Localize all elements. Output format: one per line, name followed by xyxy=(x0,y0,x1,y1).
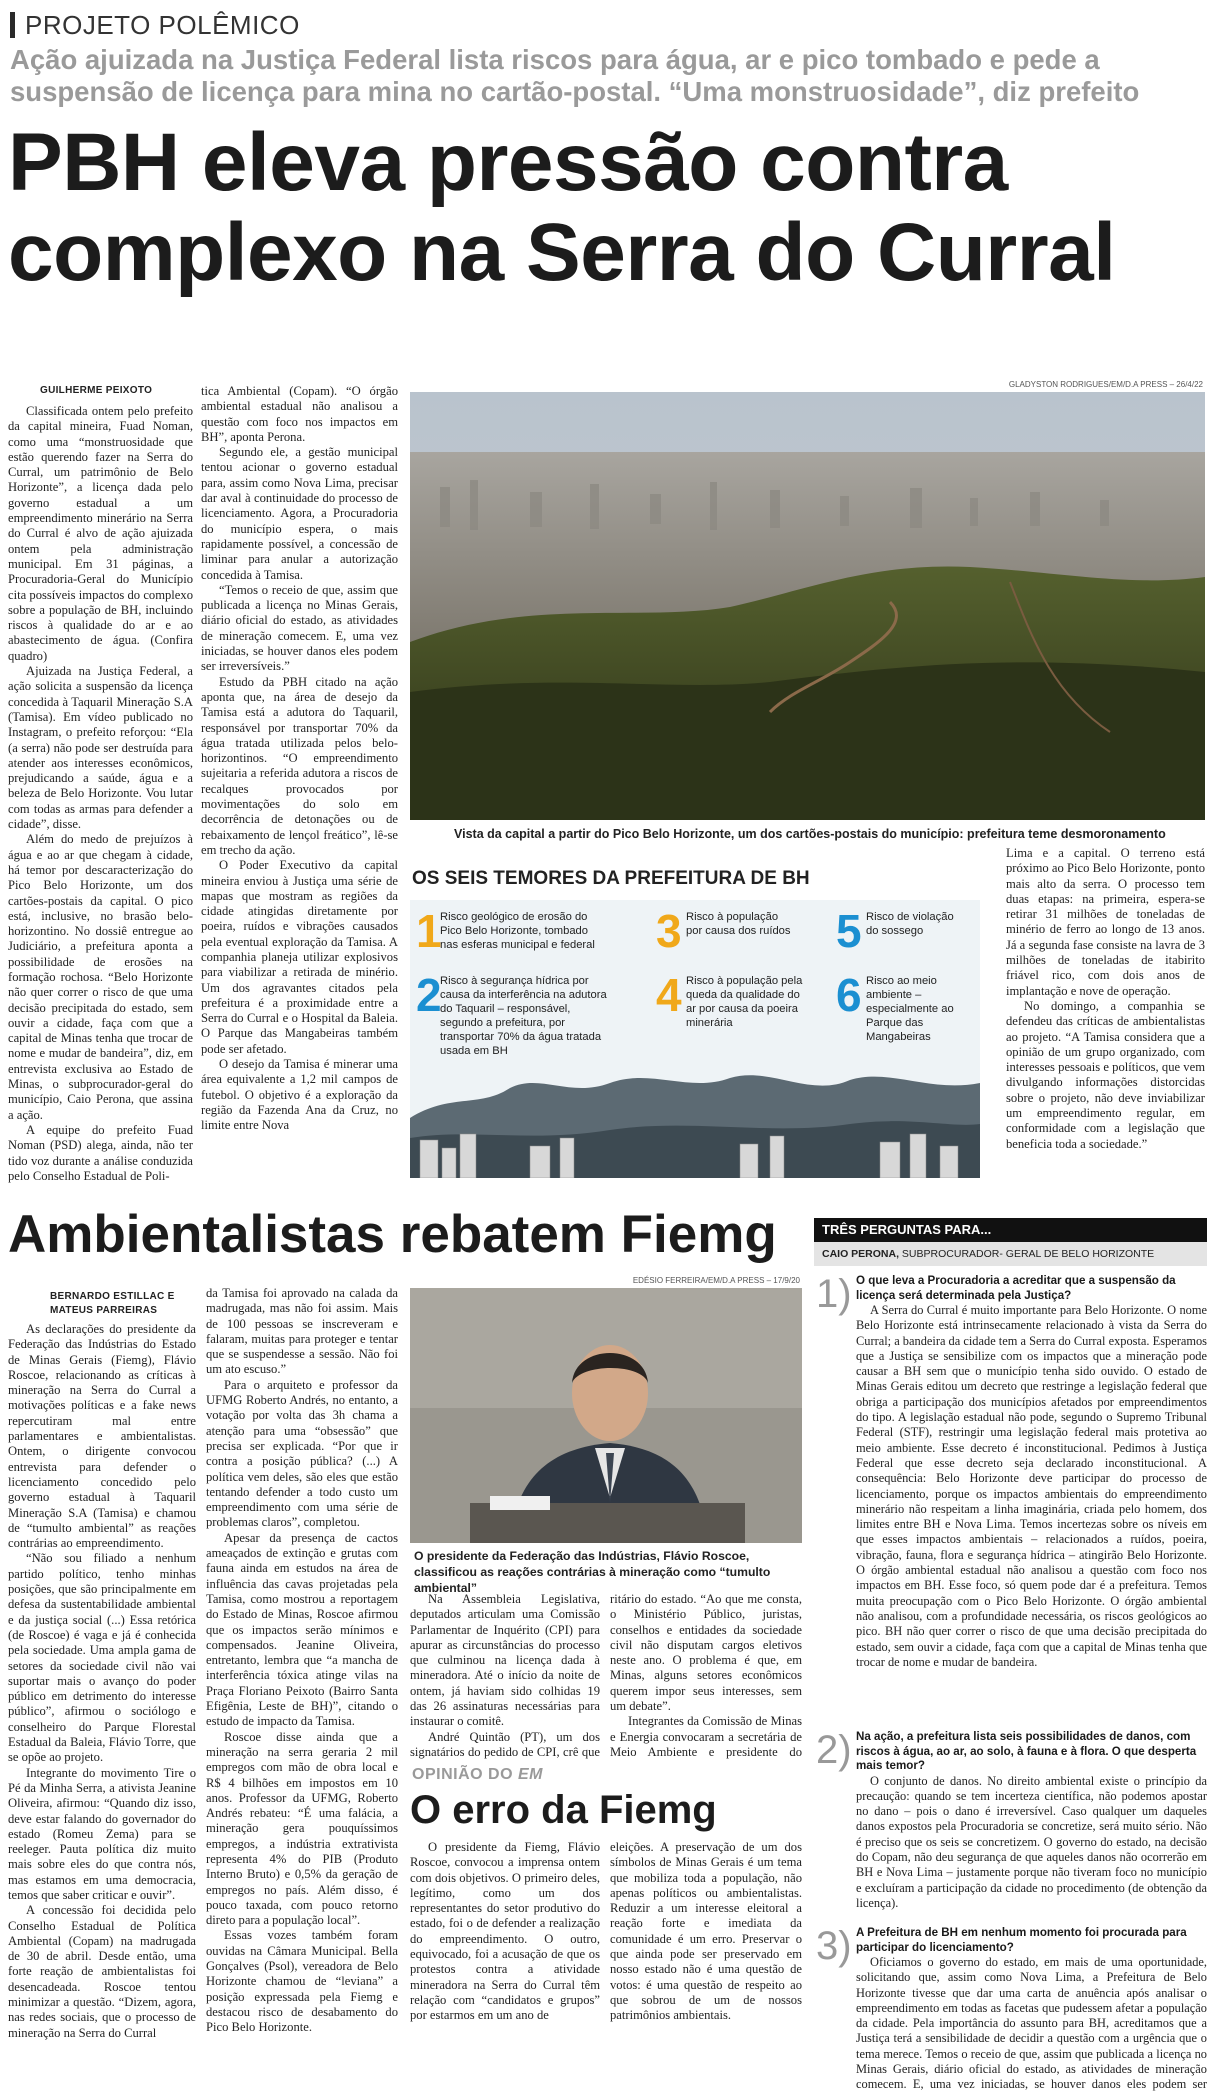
paragraph: ritário do estado. “Ao que me consta, o Ministério Público, juristas, conselhos e entidades da sociedade civil não disputam cargos eletivos neste ano. O problema é que, em Minas, alguns setores econômicos querem impor seus interesses, sem um debate”. xyxy=(610,1592,802,1714)
paragraph: A equipe do prefeito Fuad Noman (PSD) alega, ainda, não ter tido voz durante a análise conduzida pelo Conselho Estadual de Poli- xyxy=(8,1122,193,1183)
byline-line: MATEUS PARREIRAS xyxy=(50,1305,158,1316)
qa-answer: O conjunto de danos. No direito ambiental existe o princípio da precaução: quando se tem incerteza científica, não podemos apostar no dano – pois o dano é irreversível. Caso qualquer um daqueles danos expostos pela Procuradoria se concretize, será muito sério. Não é preciso que os seis se concretizem. O governo do estado, na decisão do Copam, não deu segurança de que aqueles danos não ocorrerão em BH e Nova Lima – justamente porque não tiveram foco no município e excluíram a participação da cidade no procedimento (de obtenção da licença). xyxy=(856,1773,1207,1910)
second-photo-caption: O presidente da Federação das Indústrias, Flávio Roscoe, classificou as reações contrárias à mineração como “tumulto ambiental” xyxy=(414,1549,771,1595)
qa-header-text: TRÊS PERGUNTAS PARA... xyxy=(822,1222,992,1237)
paragraph: “Temos o receio de que, assim que publicada a licença no Minas Gerais, diário oficial do estado, as atividades de mineração comecem. E, uma vez iniciadas, se houver danos eles podem ser irreversíveis.” xyxy=(201,582,398,674)
main-col-1 xyxy=(8,404,193,1188)
paragraph: Roscoe disse ainda que a mineração na serra geraria 2 mil empregos com mão de obra local e R$ 4 bilhões em impostos em 10 anos. Professor da UFMG, Roberto Andrés rebateu: “É uma falácia, a mineração gera pouquíssimos empregos, a indústria extrativista representa 4% do PIB (Produto Interno Bruto) e 0,5% da geração de empregos no país. Além disso, é pouco taxada, com pouco retorno direto para a população local”. xyxy=(206,1729,398,1928)
paragraph: Integrante do movimento Tire o Pé da Minha Serra, a ativista Jeanine Oliveira, afirmou: “Quando diz isso, deve estar falando do governador do estado (Romeu Zema) para se reeleger. Pauta política diz muito mais sobre eles do que contra nós, mas estamos em uma democracia, temos que saber criticar e ouvir”. xyxy=(8,1765,196,1902)
portrait-image xyxy=(410,1288,802,1543)
fear-text: Risco à população por causa dos ruídos xyxy=(686,911,791,937)
main-photo-credit: GLADYSTON RODRIGUES/EM/D.A PRESS – 26/4/22 xyxy=(1008,380,1203,389)
fear-number: 5 xyxy=(836,905,862,957)
qa-question: O que leva a Procuradoria a acreditar que a suspensão da licença será determinada pela Justiça? xyxy=(856,1274,1176,1302)
paragraph: O desejo da Tamisa é minerar uma área equivalente a 1,2 mil campos de futebol. O objetivo é a exploração da região da Fazenda Ana da Cruz, no limite entre Nova xyxy=(201,1057,398,1133)
second-col-4 xyxy=(610,1592,802,1760)
qa-body xyxy=(856,1730,1207,1911)
paragraph: O presidente da Fiemg, Flávio Roscoe, convocou a imprensa ontem com dois objetivos. O primeiro deles, legítimo, como um dos representantes do setor produtivo do estado, foi o de defender a realização do empreendimento. O outro, equivocado, foi a acusação de que os protestos contra a atividade mineradora na Serra do Curral têm relação com “candidatos e grupos” por estarmos em um ano de xyxy=(410,1840,600,2023)
fear-number: 4 xyxy=(656,969,682,1021)
paragraph: Além do medo de prejuízos à água e ao ar que chegam à cidade, há temor por descaracterização do Pico Belo Horizonte, um dos cartões-postais da capital. O pico está, inclusive, no brasão belo-horizontino. No dossiê entregue ao Judiciário, a prefeitura aponta a possibilidade de erosões na formação rochosa. “Belo Horizonte não quer correr o risco de que uma decisão precipitada do estado, sem ouvir a cidade, faça com que a capital de Minas tenha que trocar de nome e mudar de bandeira”, diz, em entrevista exclusiva ao Estado de Minas, o subprocurador-geral do município, Caio Perona, que assina a ação. xyxy=(8,832,193,1122)
qa-number: 3) xyxy=(816,1924,852,1968)
second-col-1 xyxy=(8,1322,196,2088)
paragraph: tica Ambiental (Copam). “O órgão ambiental estadual não analisou a questão com foco nos impactos em BH”, aponta Perona. xyxy=(201,384,398,444)
main-byline: GUILHERME PEIXOTO xyxy=(40,385,153,396)
qa-header xyxy=(814,1218,1207,1242)
section-kicker xyxy=(10,8,300,42)
opinion-label-prefix: OPINIÃO DO xyxy=(412,1766,518,1783)
paragraph: Apesar da presença de cactos ameaçados de extinção e grutas com fauna ainda em estudos na área de influência das cavas projetadas pela Tamisa, como mostrou a reportagem do Estado de Minas, Roscoe afirmou que os impactos serão mínimos e compensados. Jeanine Oliveira, entretanto, lembra que “a mancha de interferência tóxica atinge vilas na Praça Floriano Peixoto (Bairro Santa Efigênia, Leste de BH)”, citando o estudo de impacto da Tamisa. xyxy=(206,1530,398,1729)
fear-text: Risco de violação do sossego xyxy=(866,911,954,937)
fear-number: 6 xyxy=(836,969,862,1021)
qa-question: A Prefeitura de BH em nenhum momento foi procurada para participar do licenciamento? xyxy=(856,1926,1187,1954)
headline: PBH eleva pressão contra complexo na Serra do Curral xyxy=(8,117,1116,298)
qa-number: 2) xyxy=(816,1728,852,1772)
fear-number: 2 xyxy=(416,969,442,1021)
fears-title: OS SEIS TEMORES DA PREFEITURA DE BH xyxy=(412,868,810,889)
kicker-bar xyxy=(10,12,15,38)
second-photo-credit: EDÉSIO FERREIRA/EM/D.A PRESS – 17/9/20 xyxy=(632,1276,800,1285)
paragraph: A concessão foi decidida pelo Conselho Estadual de Política Ambiental (Copam) na madrugada de 30 de abril. Desde então, uma forte reação de ambientalistas foi desencadeada. Roscoe tentou minimizar a questão. “Dizem, agora, nas redes sociais, que o processo de mineração na Serra do Curral xyxy=(8,1903,196,2040)
roscoe-photo xyxy=(410,1288,802,1543)
qa-answer: A Serra do Curral é muito importante para Belo Horizonte. O nome Belo Horizonte está intrinsecamente relacionado à vista da Serra do Curral; a bandeira da cidade tem a Serra do Curral exposta. Esperamos que a Justiça se sensibilize com os impactos que a mineração pode causar a BH sem que o município tenha sido ouvido. O estado de Minas Gerais editou um decreto que restringe a legislação federal que obriga a participação dos municípios afetados por empreendimentos do tipo. A legislação estadual não pode, segundo o Supremo Tribunal Federal (STF), restringir uma legislação federal mais protetiva ao meio ambiente. Esse decreto é inconstitucional. Pedimos à Justiça Federal que esse decreto seja declarado inconstitucional. A consequência: Belo Horizonte deve participar do processo de licenciamento, porque os impactos ambientais do empreendimento minerário não respeitam a linha imaginária, criada pelo homem, dos limites entre BH e Nova Lima. Temos incertezas sobre os níveis em que esses impactos ambientais – relacionados a ruídos, poeira, vibração, fauna, flora e segurança hídrica – atingirão Belo Horizonte. O órgão ambiental estadual não analisou a questão com foco nos impactos em BH. Esse foco, só quem pode dar é a prefeitura. Temos muita preocupação com o Pico Belo Horizonte. O órgão ambiental não analisou, com a profundidade necessária, os riscos geológicos ao pico. BH não quer correr o risco de que uma decisão precipitada do estado, sem ouvir a cidade, faça com que a capital de Minas tenha que trocar de nome e mudar de bandeira. xyxy=(856,1303,1207,1669)
qa-number: 1) xyxy=(816,1272,852,1316)
paragraph: André Quintão (PT), um dos signatários do pedido de CPI, crê que xyxy=(410,1729,600,1759)
fear-text: Risco à segurança hídrica por causa da interferência na adutora do Taquaril – responsável, segundo a prefeitura, por transportar 70% da água tratada usada em BH xyxy=(440,975,607,1057)
paragraph: Classificada ontem pelo prefeito da capital mineira, Fuad Noman, como uma “monstruosidade que estão querendo fazer na Serra do Curral, um patrimônio de Belo Horizonte”, a licença dada pelo governo estadual a um empreendimento minerário na Serra do Curral é alvo de ação ajuizada ontem pela administração municipal. Em 31 páginas, a Procuradoria-Geral do Município cita possíveis impactos do complexo sobre a população de BH, incluindo riscos à qualidade do ar e ao abastecimento de água. (Confira quadro) xyxy=(8,404,193,663)
paragraph: “Não sou filiado a nenhum partido político, tenho minhas posições, que são principalmente em defesa da sustentabilidade ambiental e da justiça social (...) Essa retórica (de Roscoe) é vaga e já é conhecida pela sociedade. Uma ampla gama de setores da sociedade civil não vai suportar mais o avanço do poder público em detrimento do interesse público”, afirmou o sociólogo e conselheiro do Parque Florestal Estadual da Baleia, Flávio Torre, que se opõe ao projeto. xyxy=(8,1551,196,1765)
opinion-col-1 xyxy=(410,1840,600,2088)
opinion-label-em: EM xyxy=(517,1766,543,1783)
kicker-text: PROJETO POLÊMICO xyxy=(25,9,300,40)
paragraph: Lima e a capital. O terreno está próximo ao Pico Belo Horizonte, ponto mais alto da serra. O processo tem duas etapas: na primeira, espera-se retirar 31 milhões de toneladas de minério de ferro ao longo de 13 anos. Já a segunda fase consiste na lavra de 3 milhões de toneladas de itabirito friável rico, com dois anos de implantação e nove de operação. xyxy=(1006,846,1205,998)
paragraph: No domingo, a companhia se defendeu das críticas de ambientalistas ao projeto. “A Tamisa considera que a opinião de um grupo organizado, com interesses pessoais e políticos, que vem divulgando informações distorcidas sobre o projeto, não deve inviabilizar um empreendimento regular, em conformidade com a legislação que beneficia toda a sociedade.” xyxy=(1006,998,1205,1151)
qa-role: SUBPROCURADOR- GERAL DE BELO HORIZONTE xyxy=(899,1248,1155,1260)
qa-body xyxy=(856,1926,1207,2093)
opinion-col-2 xyxy=(610,1840,802,2088)
qa-answer: Oficiamos o governo do estado, em mais de uma oportunidade, solicitando que, assim como Nova Lima, a Prefeitura de Belo Horizonte tivesse que dar uma carta de anuência após analisar o empreendimento em todas as facetas que pudessem afetar a população da cidade. Pela importância do assunto para BH, acreditamos que a Justiça terá a sensibilidade de decidir a questão com a urgência que o tema merece. Temos o receio de que, assim que publicada a licença no Minas Gerais, diário oficial do estado, as atividades de mineração comecem. E, uma vez iniciadas, se houver danos eles podem ser xyxy=(856,1955,1207,2092)
paragraph: Na Assembleia Legislativa, deputados articulam uma Comissão Parlamentar de Inquérito (CPI) para apurar as circunstâncias do processo que culminou na licença dada à mineradora. Até o início da noite de ontem, já haviam sido colhidas 19 das 26 assinaturas necessárias para instaurar o comitê. xyxy=(410,1592,600,1729)
paragraph: eleições. A preservação de um dos símbolos de Minas Gerais é um tema que mobiliza toda a população, não apenas políticos ou ambientalistas. Reduzir a um interesse eleitoral a reação forte e imediata da comunidade é um erro. Preservar o que ainda pode ser preservado em nosso estado não é uma questão de votos: é uma questão de respeito ao que sobrou de um de nossos patrimônios ambientais. xyxy=(610,1840,802,2023)
main-photo xyxy=(410,392,1205,820)
fear-text: Risco à população pela queda da qualidade do ar por causa da poeira minerária xyxy=(686,975,803,1029)
paragraph: As declarações do presidente da Federação das Indústrias do Estado de Minas Gerais (Fiemg), Flávio Roscoe, relacionando as críticas à mineração na Serra do Curral a motivações políticas e a fake news repercutiram mal entre parlamentares e ambientalistas. Ontem, o dirigente convocou entrevista para defender o licenciamento concedido pelo governo estadual à Taquaril Mineração S.A (Tamisa) e chamou de “tumulto ambiental” as reações contrárias ao empreendimento. xyxy=(8,1322,196,1551)
paragraph: Estudo da PBH citado na ação aponta que, na área de desejo da Tamisa está a adutora do Taquaril, responsável por transportar 70% da água tratada utilizada pelos belo-horizontinos. “O empreendimento sujeitaria a referida adutora a riscos de recalques provocados por movimentações do solo em decorrência de detonações ou de rebaixamento de lençol freático”, lê-se em trecho da ação. xyxy=(201,674,398,857)
fear-number: 1 xyxy=(416,905,442,957)
paragraph: Para o arquiteto e professor da UFMG Roberto Andrés, no entanto, a votação por volta das 3h chama a atenção para uma “obsessão” que precisa ser explicada. “Por que ir contra a posição pública? (...) A política vem deles, são eles que estão tentando defender a todo custo um empreendimento com uma série de problemas claros”, completou. xyxy=(206,1377,398,1530)
paragraph: Ajuizada na Justiça Federal, a ação solicita a suspensão da licença concedida à Taquaril Mineração S.A (Tamisa). Em vídeo publicado no Instagram, o prefeito reforçou: “Ela (a serra) não pode ser destruída para atender aos interesses econômicos, prejudicando a saúde, água e a beleza de Belo Horizonte. Vou lutar com todas as armas para defender a cidade”, disse. xyxy=(8,664,193,832)
qa-subheader xyxy=(814,1242,1207,1266)
main-col-2 xyxy=(201,384,398,1188)
paragraph: da Tamisa foi aprovado na calada da madrugada, mas não foi assim. Mais de 100 pessoas se inscreveram e falaram, muitas para proteger e tentar que se suspendesse a sessão. Não foi um ato escuso.” xyxy=(206,1286,398,1377)
deck: Ação ajuizada na Justiça Federal lista riscos para água, ar e pico tombado e pede a suspensão de licença para mina no cartão-postal. “Uma monstruosidade”, diz prefeito xyxy=(10,44,1140,107)
paragraph: Integrantes da Comissão de Minas e Energia convocaram a secretária de Meio Ambiente e presidente do xyxy=(610,1714,802,1759)
main-col-3 xyxy=(1006,846,1205,1188)
qa-name: CAIO PERONA, xyxy=(822,1248,900,1260)
qa-sidebar xyxy=(814,1218,1207,2090)
opinion-label xyxy=(412,1766,543,1784)
paragraph: Segundo ele, a gestão municipal tentou acionar o governo estadual para, assim como Nova Lima, precisar dar aval à continuidade do processo de licenciamento. Agora, a Procuradoria do município espera, o mais rapidamente possível, a concessão de liminar para anular a autorização concedida à Tamisa. xyxy=(201,445,398,582)
second-headline: Ambientalistas rebatem Fiemg xyxy=(8,1205,777,1264)
fear-text: Risco ao meio ambiente – especialmente ao Parque das Mangabeiras xyxy=(866,975,954,1043)
qa-body xyxy=(856,1274,1207,1670)
paragraph: O Poder Executivo da capital mineira enviou à Justiça uma série de mapas que mostram as regiões da cidade atingidas diretamente por poeira, ruídos e vibrações causados pela eventual exploração da Tamisa. A companhia planeja utilizar explosivos para viabilizar a retirada de minério. Um dos agravantes citados pela prefeitura é a proximidade entre a Serra do Curral e o Hospital da Baleia. O Parque das Mangabeiras também pode ser afetado. xyxy=(201,858,398,1056)
paragraph: Essas vozes também foram ouvidas na Câmara Municipal. Bella Gonçalves (Psol), vereadora de Belo Horizonte chamou de “leviana” a posição expressada pela Fiemg e destacou risco de desabamento do Pico Belo Horizonte. xyxy=(206,1928,398,2035)
mountain-illustration xyxy=(410,1058,980,1178)
fear-number: 3 xyxy=(656,905,682,957)
main-photo-caption: Vista da capital a partir do Pico Belo Horizonte, um dos cartões-postais do município: prefeitura teme desmoronamento xyxy=(454,827,1166,841)
opinion-headline: O erro da Fiemg xyxy=(410,1788,717,1832)
serra-landscape-image xyxy=(410,392,1205,820)
byline-line: BERNARDO ESTILLAC E xyxy=(50,1291,175,1302)
qa-question: Na ação, a prefeitura lista seis possibilidades de danos, com riscos à água, ao ar, ao solo, à fauna e à flora. O que desperta mais temor? xyxy=(856,1730,1197,1772)
second-col-3 xyxy=(410,1592,600,1760)
second-col-2 xyxy=(206,1286,398,2088)
second-byline xyxy=(50,1290,175,1318)
fears-box xyxy=(410,900,980,1178)
fear-text: Risco geológico de erosão do Pico Belo Horizonte, tombado nas esferas municipal e federal xyxy=(440,911,595,951)
